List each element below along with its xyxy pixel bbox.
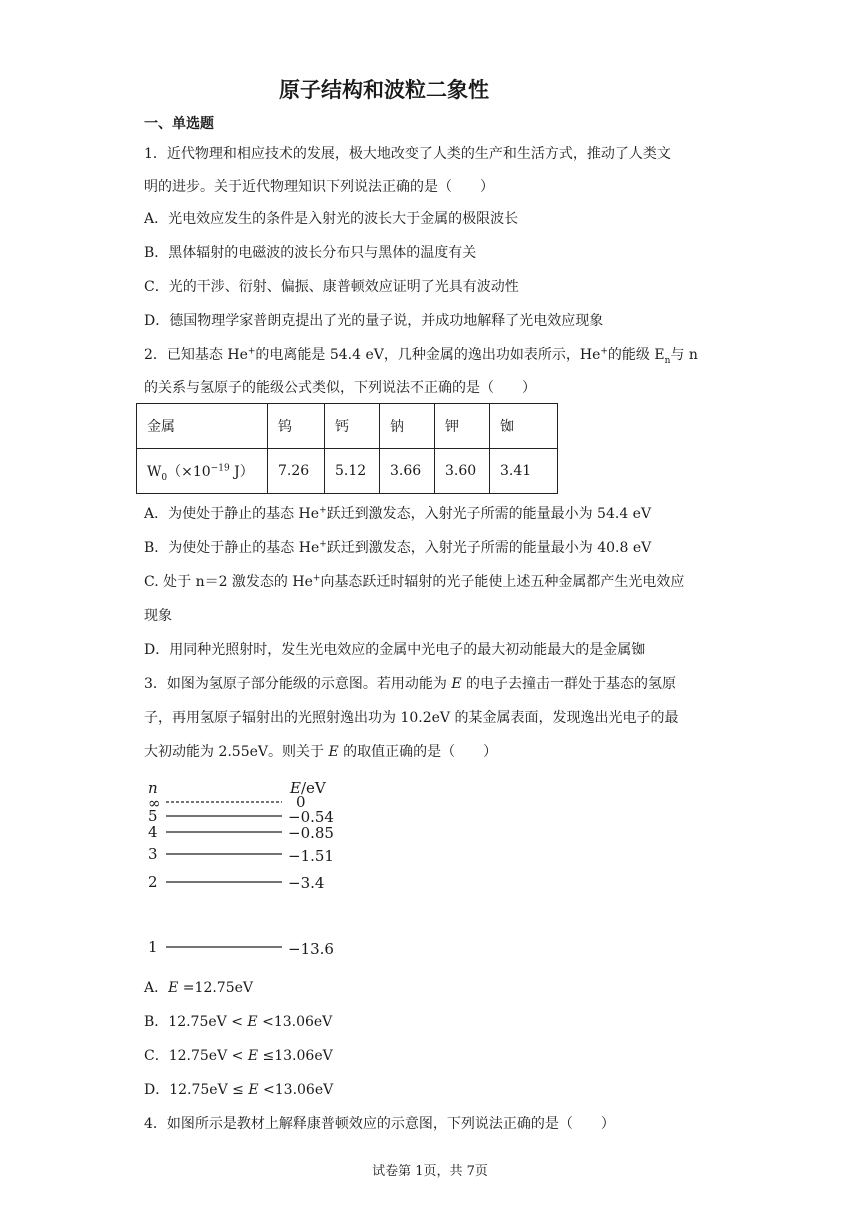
- question-2-option-c-line2: 现象: [144, 608, 172, 624]
- level-energy-label: −1.51: [288, 847, 334, 865]
- table-cell: 7.26: [268, 449, 325, 494]
- level-energy-label: −13.6: [288, 940, 334, 958]
- work-function-table: [136, 403, 558, 494]
- question-3-stem-line2: 子，再用氢原子辐射出的光照射逸出功为 10.2eV 的某金属表面，发现逸出光电子的最: [144, 710, 679, 726]
- table-cell: 3.60: [435, 449, 490, 494]
- level-n-label: 3: [148, 845, 158, 863]
- question-3-option-a: A．E =12.75eV: [144, 980, 254, 996]
- table-cell: 钙: [325, 404, 380, 449]
- section-heading: 一、单选题: [144, 116, 214, 132]
- level-energy-label: −3.4: [288, 874, 325, 892]
- page-title: 原子结构和波粒二象性: [279, 78, 489, 102]
- question-2-option-b: B．为使处于静止的基态 He+跃迁到激发态，入射光子所需的能量最小为 40.8 eV: [144, 539, 652, 556]
- level-n-label: 5: [148, 807, 158, 825]
- question-3-option-b: B．12.75eV < E <13.06eV: [144, 1014, 333, 1030]
- question-2-stem-line1: 2．已知基态 He+的电离能是 54.4 eV，几种金属的逸出功如表所示，He+的能级 $E_n$与 n: [144, 346, 698, 366]
- n-axis-label: n: [148, 779, 158, 797]
- table-row-label: $W_0(\times 10^{-19}$ J）: [137, 449, 268, 494]
- table-cell: 铷: [490, 404, 558, 449]
- table-cell: 钾: [435, 404, 490, 449]
- table-cell: 3.66: [380, 449, 435, 494]
- question-2-option-d: D．用同种光照射时，发生光电效应的金属中光电子的最大初动能最大的是金属铷: [144, 642, 646, 658]
- level-n-label: 1: [148, 938, 158, 956]
- question-3-option-d: D．12.75eV ≤ E <13.06eV: [144, 1082, 334, 1098]
- page-footer: 试卷第 1页，共 7页: [372, 1164, 488, 1179]
- table-row: [137, 449, 558, 494]
- level-n-label: ∞: [148, 794, 161, 812]
- level-energy-label: −0.85: [288, 824, 334, 842]
- level-energy-label: −0.54: [288, 808, 334, 826]
- question-3-stem-line3: 大初动能为 2.55eV。则关于 E 的取值正确的是（ ）: [144, 744, 498, 760]
- table-header-row: [137, 404, 558, 449]
- level-n-label: 2: [148, 873, 158, 891]
- question-1-option-a: A．光电效应发生的条件是入射光的波长大于金属的极限波长: [144, 211, 519, 227]
- table-cell: 金属: [137, 404, 268, 449]
- table-cell: 5.12: [325, 449, 380, 494]
- question-2-stem-line2: 的关系与氢原子的能级公式类似，下列说法不正确的是（ ）: [144, 380, 536, 396]
- level-n-label: 4: [148, 823, 158, 841]
- question-1-stem-line2: 明的进步。关于近代物理知识下列说法正确的是（ ）: [144, 179, 494, 195]
- table-cell: 钠: [380, 404, 435, 449]
- question-2-option-c: C. 处于 n＝2 激发态的 He+向基态跃迁时辐射的光子能使上述五种金属都产生光电效应: [144, 573, 685, 590]
- energy-axis-label: E/eV: [290, 779, 326, 797]
- question-1-option-c: C．光的干涉、衍射、偏振、康普顿效应证明了光具有波动性: [144, 279, 519, 295]
- question-1-option-d: D．德国物理学家普朗克提出了光的量子说，并成功地解释了光电效应现象: [144, 313, 604, 329]
- question-1-option-b: B．黑体辐射的电磁波的波长分布只与黑体的温度有关: [144, 245, 477, 261]
- table-cell: 钨: [268, 404, 325, 449]
- question-2-option-a: A．为使处于静止的基态 He+跃迁到激发态，入射光子所需的能量最小为 54.4 eV: [144, 505, 652, 522]
- question-1-stem-line1: 1．近代物理和相应技术的发展，极大地改变了人类的生产和生活方式，推动了人类文: [144, 146, 671, 162]
- energy-level-diagram: [140, 775, 350, 965]
- question-4-stem-line1: 4．如图所示是教材上解释康普顿效应的示意图，下列说法正确的是（ ）: [144, 1116, 615, 1132]
- question-3-option-c: C．12.75eV < E ≤13.06eV: [144, 1048, 333, 1064]
- question-3-stem-line1: 3．如图为氢原子部分能级的示意图。若用动能为 E 的电子去撞击一群处于基态的氢原: [144, 676, 677, 692]
- level-energy-label: 0: [296, 793, 306, 811]
- table-cell: 3.41: [490, 449, 558, 494]
